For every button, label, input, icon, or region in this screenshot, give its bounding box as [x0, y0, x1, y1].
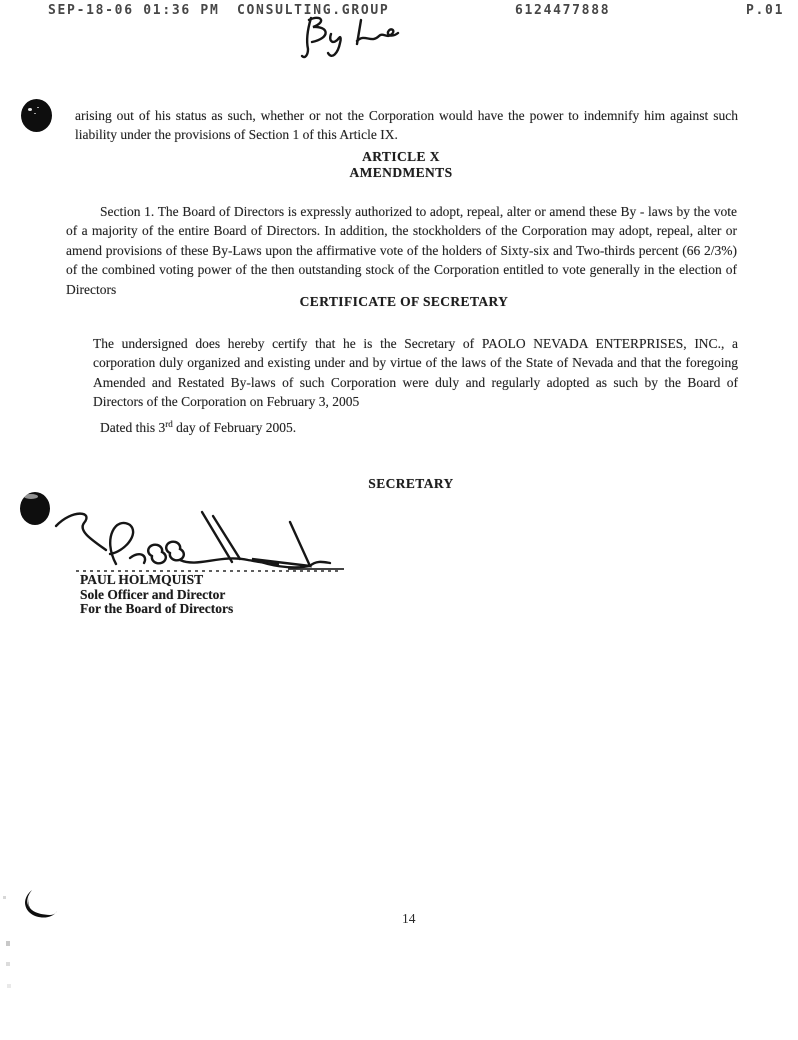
signatory-title-line1: Sole Officer and Director	[80, 586, 226, 602]
copier-speck	[7, 984, 11, 988]
fax-page-indicator: P.01	[746, 3, 785, 18]
certificate-of-secretary-heading: CERTIFICATE OF SECRETARY	[299, 294, 509, 309]
signatory-title-line2: For the Board of Directors	[80, 601, 234, 616]
article-x-title: ARTICLE X	[362, 149, 440, 164]
dated-line-suffix: day of February 2005.	[172, 419, 297, 435]
page-number: 14	[402, 911, 416, 926]
dated-line	[100, 415, 500, 438]
fax-timestamp: SEP-18-06 01:36 PM	[48, 3, 220, 18]
punch-hole-mark-top	[21, 99, 52, 132]
signatory-block	[80, 573, 233, 617]
article-x-subtitle: AMENDMENTS	[349, 165, 453, 180]
handwritten-note-by-laws	[295, 12, 415, 64]
paragraph-indemnification-continuation: arising out of his status as such, whether or not the Corporation would have the power to indemnify him against such liability under the provisions of Section 1 of this Article IX.	[75, 107, 738, 142]
pen-scuff-mark	[18, 888, 62, 928]
paragraph-article-x-section-1: Section 1. The Board of Directors is expressly authorized to adopt, repeal, alter or amend these By - laws by the vote of a majority of the entire Board of Directors. In addition, the stockholders of the Corporation may adopt, repeal, alter or amend provisions of these By-Laws upon the affirmative vote of the holders of Sixty-six and Two-thirds percent (66 2/3%) of the combined voting power of the then outstanding stock of the Corporation entitled to vote generally in the election of Directors	[66, 203, 737, 297]
article-x-heading	[0, 149, 798, 181]
copier-speck	[6, 962, 10, 966]
secretary-heading: SECRETARY	[368, 476, 454, 491]
copier-speck	[6, 941, 10, 946]
dated-line-prefix: Dated this 3	[100, 419, 166, 435]
paragraph-certificate-body: The undersigned does hereby certify that he is the Secretary of PAOLO NEVADA ENTERPRISES, INC., a corporation duly organized and existing under and by virtue of the laws of the State of Nevada and that the foregoing Amended and Restated By-laws of such Corporation were duly and regularly adopted as such by the Board of Directors of the Corporation on February 3, 2005	[93, 335, 738, 409]
fax-phone-number: 6124477888	[515, 3, 611, 18]
punch-hole-mark-middle	[20, 492, 50, 525]
dated-line-ordinal: rd	[165, 418, 173, 429]
copier-speck	[3, 896, 6, 899]
signatory-name: PAUL HOLMQUIST	[80, 572, 204, 587]
fax-sender-name: CONSULTING.GROUP	[237, 3, 390, 18]
